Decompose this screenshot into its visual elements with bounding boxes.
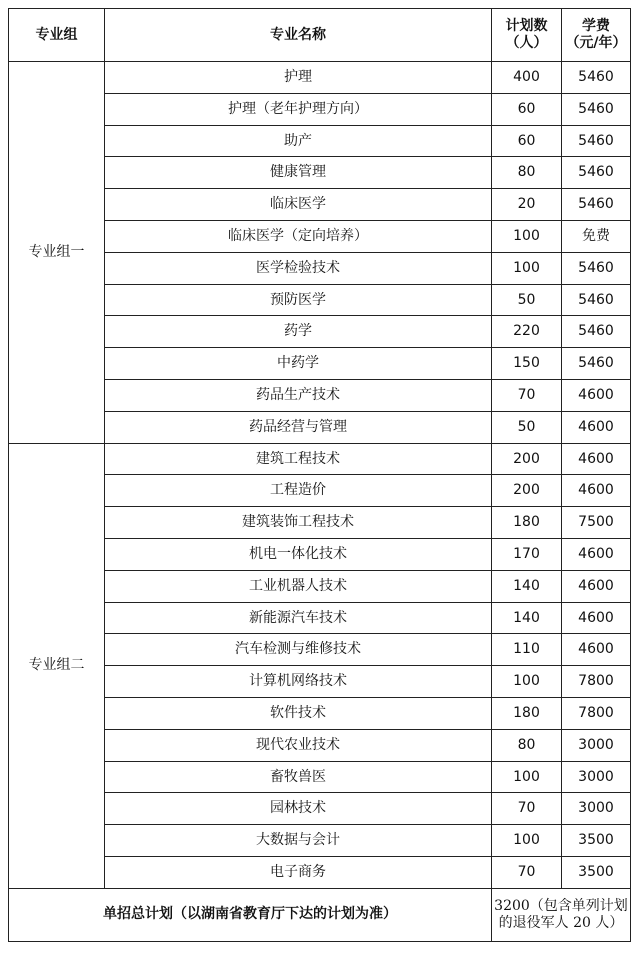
group-label: 专业组二 [9, 443, 105, 888]
fee-cell: 5460 [562, 189, 631, 221]
plan-cell: 100 [492, 666, 562, 698]
fee-cell: 3000 [562, 761, 631, 793]
plan-cell: 100 [492, 761, 562, 793]
table-body [9, 62, 631, 889]
major-cell: 健康管理 [105, 157, 492, 189]
major-cell: 软件技术 [105, 697, 492, 729]
plan-cell: 70 [492, 793, 562, 825]
header-group: 专业组 [9, 9, 105, 62]
plan-cell: 170 [492, 538, 562, 570]
fee-cell: 4600 [562, 602, 631, 634]
fee-cell: 5460 [562, 125, 631, 157]
major-cell: 药学 [105, 316, 492, 348]
plan-cell: 180 [492, 507, 562, 539]
header-row [9, 9, 631, 62]
major-cell: 助产 [105, 125, 492, 157]
major-cell: 药品生产技术 [105, 379, 492, 411]
enrollment-plan-table [8, 8, 631, 942]
major-cell: 建筑装饰工程技术 [105, 507, 492, 539]
plan-cell: 80 [492, 729, 562, 761]
fee-cell: 4600 [562, 538, 631, 570]
footer-label: 单招总计划（以湖南省教育厅下达的计划为准） [9, 888, 492, 941]
fee-cell: 4600 [562, 411, 631, 443]
plan-cell: 200 [492, 475, 562, 507]
fee-cell: 5460 [562, 348, 631, 380]
header-plan-line2: （人） [505, 35, 548, 51]
major-cell: 园林技术 [105, 793, 492, 825]
fee-cell: 7800 [562, 697, 631, 729]
table-row [9, 443, 631, 475]
fee-cell: 5460 [562, 157, 631, 189]
major-cell: 电子商务 [105, 856, 492, 888]
enrollment-plan-sheet [8, 8, 630, 942]
header-plan [492, 9, 562, 62]
major-cell: 临床医学（定向培养） [105, 220, 492, 252]
fee-cell: 4600 [562, 570, 631, 602]
major-cell: 护理（老年护理方向） [105, 93, 492, 125]
major-cell: 护理 [105, 62, 492, 94]
major-cell: 畜牧兽医 [105, 761, 492, 793]
fee-cell: 3500 [562, 856, 631, 888]
major-cell: 建筑工程技术 [105, 443, 492, 475]
group-label: 专业组一 [9, 62, 105, 444]
fee-cell: 3500 [562, 825, 631, 857]
major-cell: 新能源汽车技术 [105, 602, 492, 634]
fee-cell: 5460 [562, 93, 631, 125]
header-major: 专业名称 [105, 9, 492, 62]
major-cell: 计算机网络技术 [105, 666, 492, 698]
major-cell: 工程造价 [105, 475, 492, 507]
header-plan-line1: 计划数 [505, 18, 548, 35]
major-cell: 药品经营与管理 [105, 411, 492, 443]
plan-cell: 20 [492, 189, 562, 221]
fee-cell: 7800 [562, 666, 631, 698]
plan-cell: 150 [492, 348, 562, 380]
fee-cell: 4600 [562, 443, 631, 475]
fee-cell: 4600 [562, 379, 631, 411]
plan-cell: 100 [492, 252, 562, 284]
major-cell: 大数据与会计 [105, 825, 492, 857]
plan-cell: 70 [492, 379, 562, 411]
plan-cell: 50 [492, 411, 562, 443]
fee-cell: 免费 [562, 220, 631, 252]
header-fee-line2: （元/年） [565, 35, 627, 51]
fee-cell: 3000 [562, 793, 631, 825]
fee-cell: 5460 [562, 62, 631, 94]
table-row [9, 62, 631, 94]
fee-cell: 7500 [562, 507, 631, 539]
plan-cell: 110 [492, 634, 562, 666]
plan-cell: 140 [492, 570, 562, 602]
major-cell: 机电一体化技术 [105, 538, 492, 570]
major-cell: 医学检验技术 [105, 252, 492, 284]
header-fee [562, 9, 631, 62]
plan-cell: 60 [492, 93, 562, 125]
plan-cell: 180 [492, 697, 562, 729]
major-cell: 中药学 [105, 348, 492, 380]
fee-cell: 4600 [562, 475, 631, 507]
major-cell: 汽车检测与维修技术 [105, 634, 492, 666]
plan-cell: 50 [492, 284, 562, 316]
fee-cell: 3000 [562, 729, 631, 761]
plan-cell: 60 [492, 125, 562, 157]
plan-cell: 100 [492, 825, 562, 857]
plan-cell: 200 [492, 443, 562, 475]
header-fee-line1: 学费 [582, 18, 610, 35]
footer-row [9, 888, 631, 941]
plan-cell: 220 [492, 316, 562, 348]
major-cell: 预防医学 [105, 284, 492, 316]
major-cell: 临床医学 [105, 189, 492, 221]
fee-cell: 5460 [562, 316, 631, 348]
fee-cell: 5460 [562, 284, 631, 316]
plan-cell: 80 [492, 157, 562, 189]
plan-cell: 70 [492, 856, 562, 888]
plan-cell: 400 [492, 62, 562, 94]
major-cell: 现代农业技术 [105, 729, 492, 761]
fee-cell: 4600 [562, 634, 631, 666]
footer-total: 3200（包含单列计划的退役军人 20 人） [492, 888, 631, 941]
plan-cell: 100 [492, 220, 562, 252]
fee-cell: 5460 [562, 252, 631, 284]
plan-cell: 140 [492, 602, 562, 634]
major-cell: 工业机器人技术 [105, 570, 492, 602]
